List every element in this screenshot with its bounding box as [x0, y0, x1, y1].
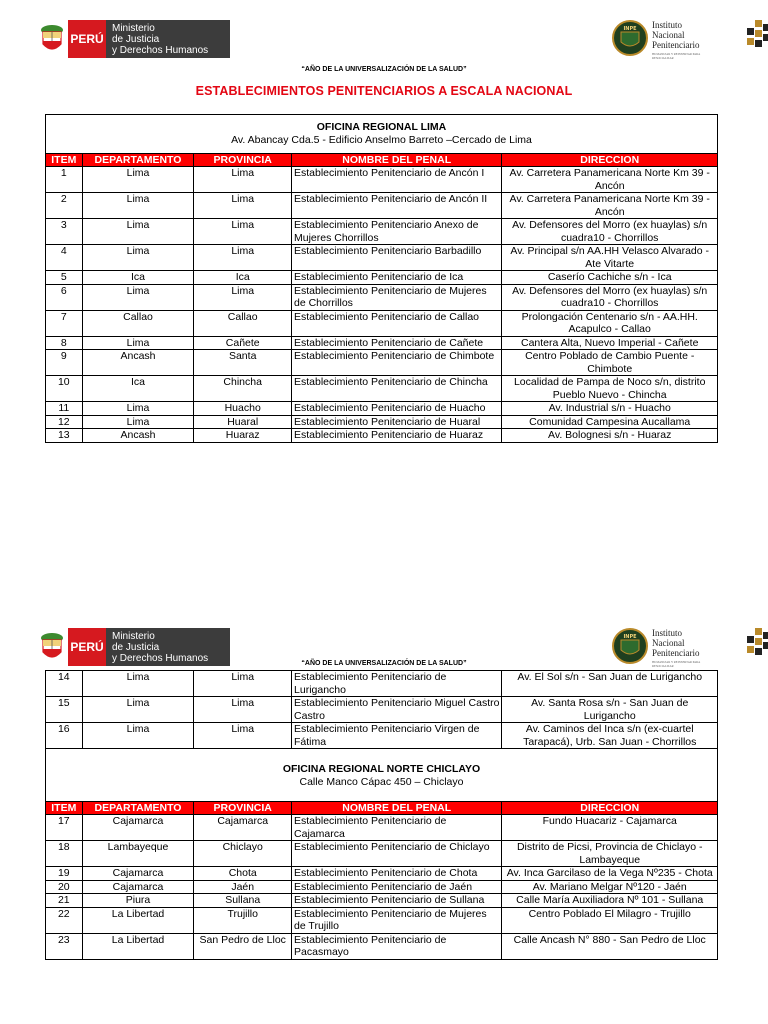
- table-row: [46, 907, 718, 933]
- inpe-tagline: HUMANIZAR Y REINSERTAR PARA RESOCIALIZAR: [652, 660, 701, 668]
- table-row: [46, 880, 718, 894]
- cell-nombre-penal: Establecimiento Penitenciario de Ancón I: [291, 167, 501, 193]
- column-header-row: [46, 802, 718, 815]
- cell-provincia: Lima: [194, 284, 292, 310]
- cell-direccion: Av. Defensores del Morro (ex huaylas) s/n cuadra10 - Chorrillos: [502, 219, 718, 245]
- year-motto: “AÑO DE LA UNIVERSALIZACIÓN DE LA SALUD”: [301, 660, 467, 667]
- cell-direccion: Calle Ancash N° 880 - San Pedro de Lloc: [502, 933, 718, 959]
- cell-nombre-penal: Establecimiento Penitenciario de Pacasmayo: [292, 933, 502, 959]
- col-nombre: NOMBRE DEL PENAL: [291, 154, 501, 167]
- cell-direccion: Calle María Auxiliadora Nº 101 - Sullana: [502, 894, 718, 908]
- table-row: [46, 245, 718, 271]
- cell-direccion: Av. Carretera Panamericana Norte Km 39 - Ancón: [502, 167, 718, 193]
- table-row: [46, 284, 718, 310]
- cell-item: 17: [46, 815, 83, 841]
- table-row: [46, 867, 718, 881]
- cell-provincia: San Pedro de Lloc: [194, 933, 292, 959]
- cell-direccion: Comunidad Campesina Aucallama: [502, 415, 718, 429]
- cell-nombre-penal: Establecimiento Penitenciario Miguel Castro Castro: [292, 697, 502, 723]
- cell-item: 21: [46, 894, 83, 908]
- cell-direccion: Av. El Sol s/n - San Juan de Lurigancho: [502, 671, 718, 697]
- cell-departamento: Lima: [82, 219, 194, 245]
- cell-nombre-penal: Establecimiento Penitenciario Virgen de Fátima: [292, 723, 502, 749]
- cell-provincia: Huacho: [194, 402, 292, 416]
- cell-departamento: Ancash: [82, 350, 194, 376]
- cell-departamento: Lima: [82, 167, 194, 193]
- table-row: [46, 841, 718, 867]
- cell-item: 11: [46, 402, 83, 416]
- ministry-name: [106, 20, 230, 58]
- ministry-line-2: de Justicia: [112, 33, 160, 45]
- inpe-line-2: Nacional: [652, 638, 685, 648]
- cell-departamento: Lima: [82, 245, 194, 271]
- cell-provincia: Jaén: [194, 880, 292, 894]
- cell-direccion: Localidad de Pampa de Noco s/n, distrito Pueblo Nuevo - Chincha: [502, 376, 718, 402]
- cell-direccion: Caserío Cachiche s/n - Ica: [502, 271, 718, 285]
- cell-departamento: Lima: [82, 671, 194, 697]
- col-provincia: PROVINCIA: [194, 802, 292, 815]
- table-row: [46, 193, 718, 219]
- page-header: [0, 0, 768, 62]
- cell-direccion: Centro Poblado El Milagro - Trujillo: [502, 907, 718, 933]
- inpe-badge-icon: [612, 628, 648, 664]
- svg-text:INPE: INPE: [623, 26, 637, 32]
- inpe-line-1: Instituto: [652, 628, 683, 638]
- col-departamento: DEPARTAMENTO: [82, 802, 194, 815]
- table-row: [46, 815, 718, 841]
- cell-item: 7: [46, 310, 83, 336]
- inpe-badge-icon: [612, 20, 648, 56]
- table-row: [46, 697, 718, 723]
- cell-departamento: La Libertad: [82, 933, 194, 959]
- table-row: [46, 671, 718, 697]
- cell-nombre-penal: Establecimiento Penitenciario de Huaral: [291, 415, 501, 429]
- cell-item: 14: [46, 671, 83, 697]
- cell-item: 10: [46, 376, 83, 402]
- cell-provincia: Lima: [194, 723, 292, 749]
- office-name: OFICINA REGIONAL LIMA: [316, 121, 447, 133]
- cell-item: 20: [46, 880, 83, 894]
- col-nombre: NOMBRE DEL PENAL: [292, 802, 502, 815]
- cell-nombre-penal: Establecimiento Penitenciario de Jaén: [292, 880, 502, 894]
- col-provincia: PROVINCIA: [194, 154, 292, 167]
- cell-direccion: Av. Principal s/n AA.HH Velasco Alvarado - Ate Vitarte: [502, 245, 718, 271]
- table-row: [46, 376, 718, 402]
- table-row: [46, 429, 718, 443]
- cell-nombre-penal: Establecimiento Penitenciario de Chimbote: [291, 350, 501, 376]
- cell-nombre-penal: Establecimiento Penitenciario de Mujeres de Trujillo: [292, 907, 502, 933]
- cell-provincia: Trujillo: [194, 907, 292, 933]
- cell-item: 3: [46, 219, 83, 245]
- coat-of-arms-icon: [36, 20, 68, 58]
- table-row: [46, 219, 718, 245]
- inpe-line-3: Penitenciario: [652, 40, 700, 50]
- cell-provincia: Lima: [194, 219, 292, 245]
- cell-departamento: Lima: [82, 284, 194, 310]
- cell-provincia: Santa: [194, 350, 292, 376]
- cell-provincia: Chota: [194, 867, 292, 881]
- office-header-row: [46, 115, 718, 154]
- inpe-squares-icon: [747, 20, 768, 48]
- inpe-line-3: Penitenciario: [652, 648, 700, 658]
- cell-nombre-penal: Establecimiento Penitenciario de Callao: [291, 310, 501, 336]
- inpe-name: [652, 20, 712, 60]
- prisons-table-page-2: [45, 670, 718, 960]
- cell-departamento: Piura: [82, 894, 194, 908]
- cell-direccion: Av. Caminos del Inca s/n (ex-cuartel Tarapacá), Urb. San Juan - Chorrillos: [502, 723, 718, 749]
- office-address: Calle Manco Cápac 450 – Chiclayo: [299, 776, 464, 788]
- inpe-line-1: Instituto: [652, 20, 683, 30]
- cell-provincia: Lima: [194, 245, 292, 271]
- cell-provincia: Chincha: [194, 376, 292, 402]
- col-direccion: DIRECCION: [502, 802, 718, 815]
- cell-departamento: Lima: [82, 415, 194, 429]
- cell-departamento: Lima: [82, 723, 194, 749]
- cell-direccion: Av. Defensores del Morro (ex huaylas) s/n cuadra10 - Chorrillos: [502, 284, 718, 310]
- table-row: [46, 167, 718, 193]
- cell-departamento: Ancash: [82, 429, 194, 443]
- year-motto: “AÑO DE LA UNIVERSALIZACIÓN DE LA SALUD”: [301, 66, 467, 73]
- table-row: [46, 723, 718, 749]
- cell-provincia: Callao: [194, 310, 292, 336]
- cell-provincia: Chiclayo: [194, 841, 292, 867]
- cell-departamento: La Libertad: [82, 907, 194, 933]
- page-2: [0, 608, 768, 1024]
- cell-nombre-penal: Establecimiento Penitenciario de Mujeres de Chorrillos: [291, 284, 501, 310]
- office-header-row: [46, 749, 718, 802]
- cell-provincia: Sullana: [194, 894, 292, 908]
- cell-nombre-penal: Establecimiento Penitenciario Barbadillo: [291, 245, 501, 271]
- inpe-tagline: HUMANIZAR Y REINSERTAR PARA RESOCIALIZAR: [652, 52, 701, 60]
- cell-provincia: Lima: [194, 671, 292, 697]
- cell-provincia: Cajamarca: [194, 815, 292, 841]
- ministry-line-1: Ministerio: [112, 630, 155, 642]
- prisons-table-page-1: [45, 114, 718, 443]
- cell-direccion: Av. Industrial s/n - Huacho: [502, 402, 718, 416]
- cell-departamento: Cajamarca: [82, 867, 194, 881]
- cell-nombre-penal: Establecimiento Penitenciario Anexo de Mujeres Chorrillos: [291, 219, 501, 245]
- cell-provincia: Lima: [194, 697, 292, 723]
- cell-departamento: Lima: [82, 193, 194, 219]
- cell-item: 8: [46, 336, 83, 350]
- cell-nombre-penal: Establecimiento Penitenciario de Chiclayo: [292, 841, 502, 867]
- table-row: [46, 894, 718, 908]
- col-item: ITEM: [46, 154, 83, 167]
- cell-nombre-penal: Establecimiento Penitenciario de Chincha: [291, 376, 501, 402]
- cell-item: 5: [46, 271, 83, 285]
- cell-nombre-penal: Establecimiento Penitenciario de Cañete: [291, 336, 501, 350]
- inpe-logo: [612, 20, 712, 60]
- cell-direccion: Av. Inca Garcilaso de la Vega Nº235 - Chota: [502, 867, 718, 881]
- col-departamento: DEPARTAMENTO: [82, 154, 194, 167]
- cell-provincia: Lima: [194, 167, 292, 193]
- cell-nombre-penal: Establecimiento Penitenciario de Ica: [291, 271, 501, 285]
- table-row: [46, 415, 718, 429]
- cell-item: 18: [46, 841, 83, 867]
- ministry-line-3: y Derechos Humanos: [112, 652, 209, 664]
- ministry-line-3: y Derechos Humanos: [112, 44, 209, 56]
- cell-nombre-penal: Establecimiento Penitenciario de Lurigancho: [292, 671, 502, 697]
- peru-label: PERÚ: [68, 628, 106, 666]
- cell-item: 23: [46, 933, 83, 959]
- cell-provincia: Huaral: [194, 415, 292, 429]
- table-row: [46, 271, 718, 285]
- table-row: [46, 350, 718, 376]
- cell-nombre-penal: Establecimiento Penitenciario de Ancón II: [291, 193, 501, 219]
- cell-provincia: Lima: [194, 193, 292, 219]
- cell-nombre-penal: Establecimiento Penitenciario de Huaraz: [291, 429, 501, 443]
- cell-nombre-penal: Establecimiento Penitenciario de Sullana: [292, 894, 502, 908]
- cell-direccion: Av. Mariano Melgar Nº120 - Jaén: [502, 880, 718, 894]
- column-header-row: [46, 154, 718, 167]
- cell-departamento: Callao: [82, 310, 194, 336]
- cell-direccion: Fundo Huacariz - Cajamarca: [502, 815, 718, 841]
- cell-item: 19: [46, 867, 83, 881]
- table-row: [46, 402, 718, 416]
- cell-nombre-penal: Establecimiento Penitenciario de Huacho: [291, 402, 501, 416]
- inpe-squares-icon: [747, 628, 768, 656]
- cell-item: 4: [46, 245, 83, 271]
- cell-departamento: Cajamarca: [82, 880, 194, 894]
- cell-departamento: Lima: [82, 402, 194, 416]
- ministry-logo: [36, 20, 230, 58]
- cell-departamento: Ica: [82, 271, 194, 285]
- col-item: ITEM: [46, 802, 83, 815]
- cell-item: 1: [46, 167, 83, 193]
- cell-item: 12: [46, 415, 83, 429]
- document-title: ESTABLECIMIENTOS PENITENCIARIOS A ESCALA NACIONAL: [195, 84, 573, 98]
- cell-direccion: Av. Santa Rosa s/n - San Juan de Lurigancho: [502, 697, 718, 723]
- office-name: OFICINA REGIONAL NORTE CHICLAYO: [282, 763, 481, 775]
- cell-provincia: Huaraz: [194, 429, 292, 443]
- table-row: [46, 933, 718, 959]
- cell-item: 15: [46, 697, 83, 723]
- cell-item: 16: [46, 723, 83, 749]
- office-address: Av. Abancay Cda.5 - Edificio Anselmo Barreto –Cercado de Lima: [231, 134, 532, 146]
- table-row: [46, 310, 718, 336]
- inpe-line-2: Nacional: [652, 30, 685, 40]
- ministry-line-2: de Justicia: [112, 641, 160, 653]
- ministry-line-1: Ministerio: [112, 22, 155, 34]
- cell-nombre-penal: Establecimiento Penitenciario de Chota: [292, 867, 502, 881]
- cell-departamento: Lima: [82, 697, 194, 723]
- cell-departamento: Lambayeque: [82, 841, 194, 867]
- cell-item: 13: [46, 429, 83, 443]
- table-row: [46, 336, 718, 350]
- svg-text:INPE: INPE: [623, 634, 637, 640]
- cell-direccion: Centro Poblado de Cambio Puente - Chimbote: [502, 350, 718, 376]
- cell-departamento: Lima: [82, 336, 194, 350]
- cell-item: 9: [46, 350, 83, 376]
- cell-direccion: Cantera Alta, Nuevo Imperial - Cañete: [502, 336, 718, 350]
- cell-item: 22: [46, 907, 83, 933]
- cell-direccion: Av. Bolognesi s/n - Huaraz: [502, 429, 718, 443]
- cell-provincia: Cañete: [194, 336, 292, 350]
- cell-provincia: Ica: [194, 271, 292, 285]
- cell-departamento: Cajamarca: [82, 815, 194, 841]
- cell-nombre-penal: Establecimiento Penitenciario de Cajamarca: [292, 815, 502, 841]
- cell-direccion: Distrito de Picsi, Provincia de Chiclayo - Lambayeque: [502, 841, 718, 867]
- col-direccion: DIRECCION: [502, 154, 718, 167]
- cell-direccion: Av. Carretera Panamericana Norte Km 39 - Ancón: [502, 193, 718, 219]
- cell-item: 6: [46, 284, 83, 310]
- cell-departamento: Ica: [82, 376, 194, 402]
- cell-item: 2: [46, 193, 83, 219]
- peru-label: PERÚ: [68, 20, 106, 58]
- cell-direccion: Prolongación Centenario s/n - AA.HH. Acapulco - Callao: [502, 310, 718, 336]
